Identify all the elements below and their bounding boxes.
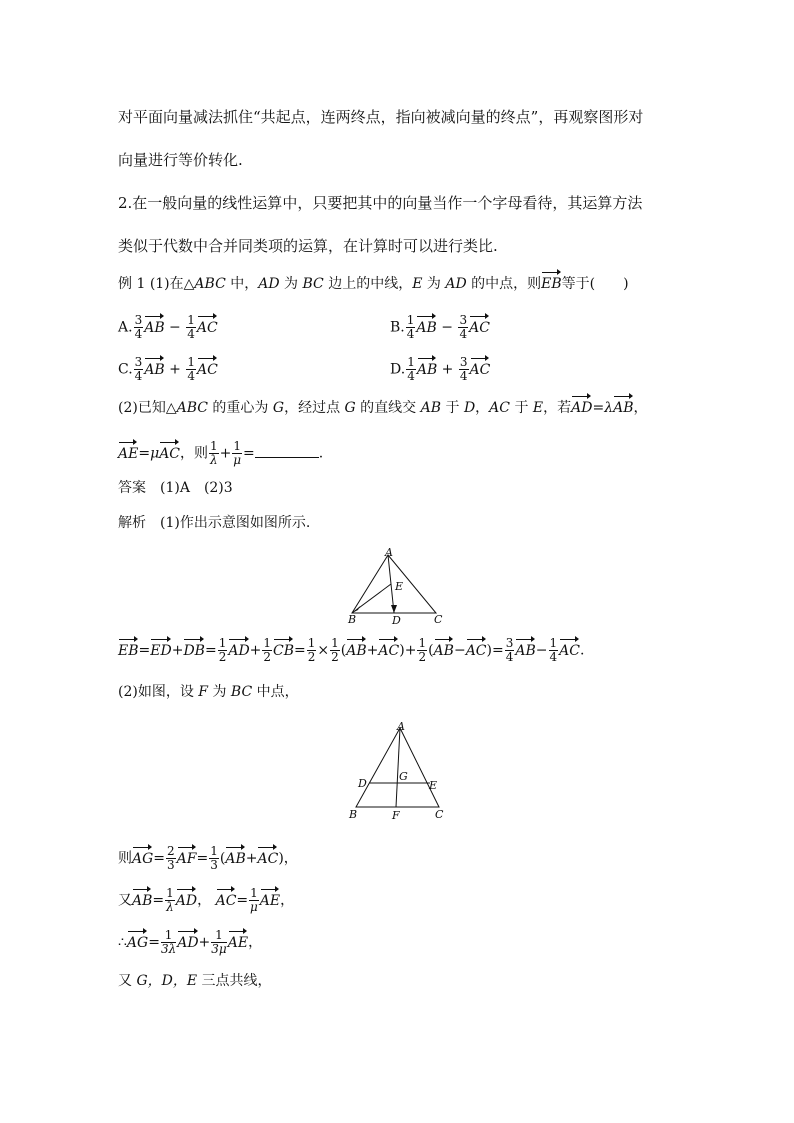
fig1-label-d: D (392, 614, 401, 627)
fig2-label-e: E (429, 779, 438, 792)
equation-therefore: ∴AG= $\frac{1}{3\lambda}$ AD+ $\frac{1}{3\mu}$ AE， (118, 928, 263, 956)
answer-line: 答案 (1)A (2)3 (118, 480, 233, 496)
example-1-question-1: 例 1 (1)在△ABC 中，AD 为 BC 边上的中线，E 为 AD 的中点，则EB等于( ) (118, 276, 629, 292)
fig2-label-a: A (397, 720, 405, 733)
example-1-question-2-line-2: AE=μAC，则 $\frac{1}{\lambda}$ + $\frac{1}{\mu}$ = . (118, 439, 324, 467)
fig1-label-e: E (395, 580, 404, 593)
paragraph-2-line-2: 类似于代数中合并同类项的运算，在计算时可以进行类比. (118, 237, 498, 255)
option-c[interactable]: C. $\frac{3}{4}$ AB + $\frac{1}{4}$ AC (118, 355, 218, 383)
equation-eb: EB=ED+DB= $\frac{1}{2}$ AD+ $\frac{1}{2}$ CB= $\frac{1}{2}$ × $\frac{1}{2}$ (AB+AC)+ $\frac{1}{2}$ (AB−AC)= $\frac{3}{4}$ AB− $\frac{1}{4}$ AC. (118, 636, 585, 664)
equation-ag: 则AG= $\frac{2}{3}$ AF= $\frac{1}{3}$ (AB+AC)， (118, 844, 298, 872)
paragraph-2-line-1: 2.在一般向量的线性运算中，只要把其中的向量当作一个字母看待，其运算方法 (118, 194, 643, 212)
fig1-label-c: C (434, 613, 443, 626)
fig1-label-a: A (385, 546, 393, 559)
option-b[interactable]: B. $\frac{1}{4}$ AB − $\frac{3}{4}$ AC (390, 313, 490, 341)
figure-2-triangle (340, 716, 452, 826)
fig2-label-c: C (435, 808, 444, 821)
answer-blank[interactable] (255, 445, 319, 458)
fig2-label-d: D (358, 777, 367, 790)
fig2-label-b: B (349, 808, 358, 821)
part-2-intro: (2)如图，设 F 为 BC 中点， (118, 684, 299, 700)
analysis-line: 解析 (1)作出示意图如图所示. (118, 515, 311, 531)
option-a[interactable]: A. $\frac{3}{4}$ AB − $\frac{1}{4}$ AC (118, 313, 218, 341)
paragraph-1-line-1: 对平面向量减法抓住“共起点，连两终点，指向被减向量的终点”，再观察图形对 (118, 108, 644, 126)
fig2-label-f: F (392, 809, 400, 822)
option-d[interactable]: D. $\frac{1}{4}$ AB + $\frac{3}{4}$ AC (390, 355, 491, 383)
figure-1-triangle (340, 545, 452, 627)
equation-ab-ac: 又AB= $\frac{1}{\lambda}$ AD， AC= $\frac{1}{\mu}$ AE， (118, 886, 295, 914)
example-1-question-2-line-1: (2)已知△ABC 的重心为 G，经过点 G 的直线交 AB 于 D，AC 于 E，若AD=λAB， (118, 400, 648, 416)
paragraph-1-line-2: 向量进行等价转化. (118, 151, 243, 169)
fig1-label-b: B (348, 613, 357, 626)
fig2-label-g: G (399, 770, 408, 783)
collinear-line: 又 G，D，E 三点共线， (118, 973, 272, 989)
